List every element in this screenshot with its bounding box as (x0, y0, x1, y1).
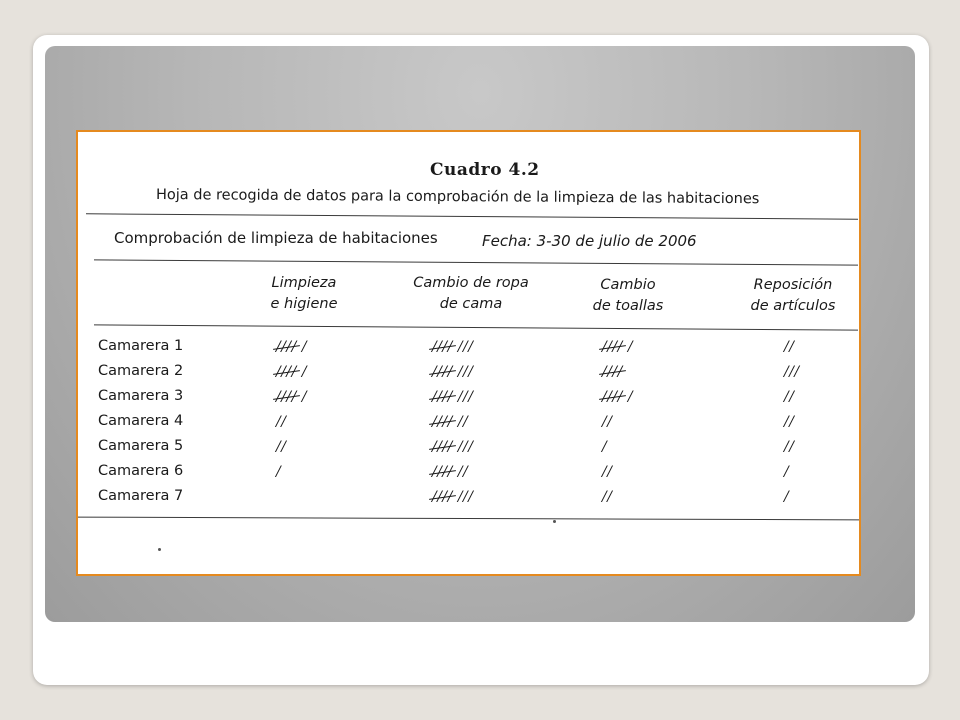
tally-mark (602, 364, 623, 380)
tally-group-five: //// (432, 489, 453, 505)
tally-ones: / (301, 364, 308, 380)
tally-ones: // (784, 389, 795, 405)
tally-group-five: //// (276, 364, 297, 380)
column-header-line1: Reposición (753, 277, 833, 293)
tally-ones: /// (784, 364, 800, 380)
table-subtitle: Hoja de recogida de datos para la comprobación de la limpieza de las habitaciones (155, 187, 760, 208)
tally-mark (602, 339, 633, 355)
column-header-ropa (396, 273, 546, 315)
tally-mark (276, 364, 307, 380)
tally-ones: // (784, 439, 795, 455)
document-image (76, 130, 861, 576)
column-header-reposicion (738, 275, 848, 317)
tally-group-five: //// (602, 389, 623, 405)
tally-group-five: //// (602, 339, 623, 355)
tally-mark (784, 489, 789, 505)
tally-ones: / (602, 439, 608, 455)
tally-group-five: //// (432, 414, 453, 430)
row-label: Camarera 4 (98, 413, 184, 429)
row-label: Camarera 1 (98, 338, 184, 354)
tally-group-five: //// (432, 439, 453, 455)
tally-ones: // (457, 464, 469, 480)
tally-mark (432, 414, 468, 430)
tally-group-five: //// (432, 364, 453, 380)
column-header-toallas (578, 275, 678, 317)
tally-mark (432, 389, 473, 405)
tally-ones: /// (457, 439, 474, 455)
column-header-limpieza (254, 273, 354, 315)
tally-mark (602, 389, 633, 405)
tally-mark (276, 389, 307, 405)
column-header-line2: de artículos (750, 298, 836, 314)
scan-speck (158, 548, 161, 551)
tally-mark (276, 439, 286, 455)
tally-group-five: //// (432, 339, 453, 355)
tally-ones: / (627, 339, 634, 355)
column-header-line1: Cambio (600, 277, 656, 293)
tally-ones: / (276, 464, 282, 480)
tally-ones: /// (457, 364, 474, 380)
tally-mark (602, 414, 612, 430)
tally-mark (432, 489, 473, 505)
tally-group-five: //// (432, 464, 453, 480)
tally-ones: /// (457, 339, 474, 355)
tally-mark (432, 464, 468, 480)
form-label: Comprobación de limpieza de habitaciones (114, 229, 438, 247)
tally-mark (602, 439, 607, 455)
row-label: Camarera 6 (98, 463, 184, 479)
tally-ones: // (784, 339, 795, 355)
row-label: Camarera 5 (98, 438, 184, 454)
tally-group-five: //// (602, 364, 623, 380)
tally-mark (784, 389, 794, 405)
tally-ones: / (301, 339, 308, 355)
tally-mark (784, 414, 794, 430)
form-date: Fecha: 3-30 de julio de 2006 (482, 232, 697, 250)
bottom-rule (78, 517, 859, 521)
tally-ones: / (627, 389, 634, 405)
scan-speck (553, 520, 556, 523)
tally-mark (432, 364, 473, 380)
tally-mark (784, 464, 789, 480)
tally-mark (276, 414, 286, 430)
document-content (78, 132, 859, 574)
tally-ones: // (602, 489, 613, 505)
tally-ones: // (276, 439, 287, 455)
columns-rule (94, 324, 858, 330)
tally-mark (276, 339, 307, 355)
tally-group-five: //// (276, 339, 297, 355)
tally-group-five: //// (432, 389, 453, 405)
tally-mark (276, 464, 281, 480)
row-label: Camarera 7 (98, 488, 184, 504)
tally-mark (602, 464, 612, 480)
table-number-title: Cuadro 4.2 (430, 160, 540, 180)
row-label: Camarera 2 (98, 363, 184, 379)
column-header-line2: e higiene (270, 296, 338, 312)
tally-mark (432, 339, 473, 355)
row-label: Camarera 3 (98, 388, 184, 404)
tally-mark (784, 439, 794, 455)
tally-group-five: //// (276, 389, 297, 405)
column-header-line1: Limpieza (271, 275, 337, 291)
tally-ones: // (784, 414, 795, 430)
tally-mark (784, 364, 800, 380)
tally-ones: / (784, 489, 790, 505)
tally-ones: / (301, 389, 308, 405)
top-rule (86, 213, 858, 219)
tally-ones: // (457, 414, 469, 430)
tally-ones: / (784, 464, 790, 480)
tally-ones: /// (457, 489, 474, 505)
column-header-line2: de cama (439, 296, 503, 312)
tally-ones: // (276, 414, 287, 430)
tally-ones: // (602, 414, 613, 430)
tally-mark (784, 339, 794, 355)
header-rule (94, 259, 858, 265)
tally-ones: // (602, 464, 613, 480)
column-header-line2: de toallas (592, 298, 664, 314)
tally-mark (602, 489, 612, 505)
column-header-line1: Cambio de ropa (413, 275, 529, 291)
tally-ones: /// (457, 389, 474, 405)
tally-mark (432, 439, 473, 455)
